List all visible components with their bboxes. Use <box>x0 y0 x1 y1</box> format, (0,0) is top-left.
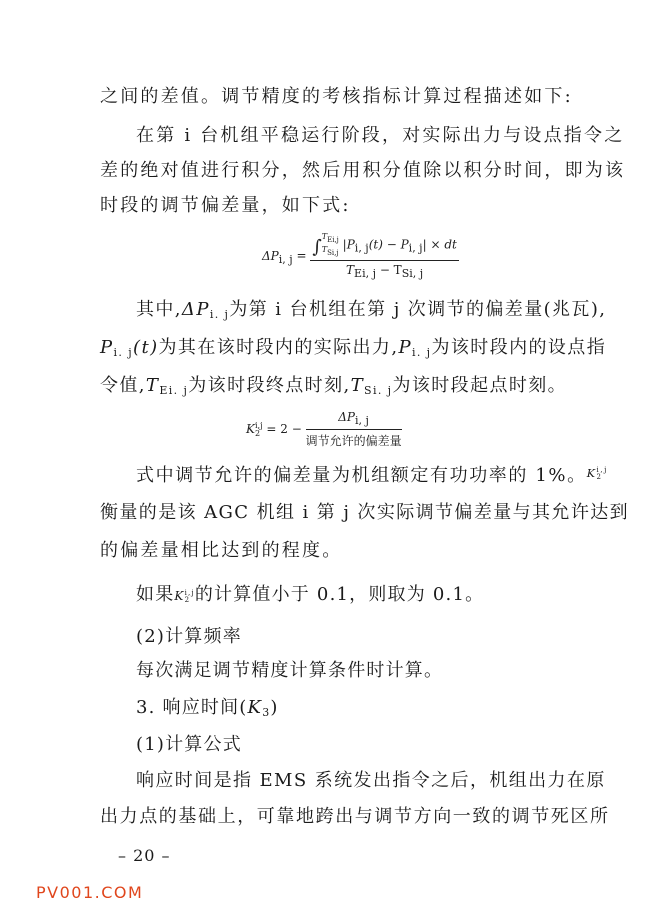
text-line: 如果Ki,j 2 的计算值小于 0.1，则取为 0.1。 <box>136 584 485 605</box>
k2-formula: Ki,j 2 = 2 − $\frac{\Delta P_{i, j}}{\text{调节允许的偏差量}}$ <box>246 410 402 448</box>
page-number: – 20 – <box>118 846 171 865</box>
text-line: 令值$,T_{Ei. j}$为该时段终点时刻$,T_{Si. j}$为该时段起点时刻。 <box>100 375 568 397</box>
deviation-fraction: $\int T_{Ei,j}$ $T_{Si,j}$ $|P_{i, j}(t) - P_{i, j}|$ × dt $T_{Ei, j} - T_{Si, j}$ <box>312 232 457 280</box>
text-line: 式中调节允许的偏差量为机组额定有功功率的 1%。$^{Ki,j 2}$ <box>136 465 608 486</box>
text-line: 时段的调节偏差量，如下式: <box>100 195 351 216</box>
text-line: 出力点的基础上，可靠地跨出与调节方向一致的调节死区所 <box>100 806 610 827</box>
text-line: $P_{i. j}(t)$为其在该时段内的实际出力$,P_{i. j}$为该时段内的设点指 <box>100 337 607 359</box>
text-line: 衡量的是该 AGC 机组 i 第 j 次实际调节偏差量与其允许达到 <box>100 502 630 523</box>
deviation-formula: $\Delta P_{i, j}$ = $\int T_{Ei,j}$ $T_{Si,j}$ $|P_{i, j}(t) - P_{i, j}|$ × dt $T_{Ei, j} - T_{Si, j}$ <box>262 232 457 280</box>
text-line: 之间的差值。调节精度的考核指标计算过程描述如下: <box>100 86 573 107</box>
text-line: 其中$,\Delta P_{i. j}$为第 i 台机组在第 j 次调节的偏差量(兆瓦), <box>136 299 607 321</box>
text-line: 每次满足调节精度计算条件时计算。 <box>136 660 444 681</box>
text-line: 差的绝对值进行积分，然后用积分值除以积分时间，即为该 <box>100 160 626 181</box>
section-heading: (2)计算频率 <box>136 626 242 647</box>
section-heading: 3. 响应时间$(K_3)$ <box>136 697 279 719</box>
text-line: 的偏差量相比达到的程度。 <box>100 540 343 561</box>
watermark: PV001.COM <box>36 883 144 902</box>
text-line: 在第 i 台机组平稳运行阶段，对实际出力与设点指令之 <box>136 125 625 146</box>
k2-fraction: $\frac{\Delta P_{i, j}}{\text{调节允许的偏差量}}$ <box>305 410 402 448</box>
section-heading: (1)计算公式 <box>136 734 242 755</box>
text-line: 响应时间是指 EMS 系统发出指令之后，机组出力在原 <box>136 770 606 791</box>
